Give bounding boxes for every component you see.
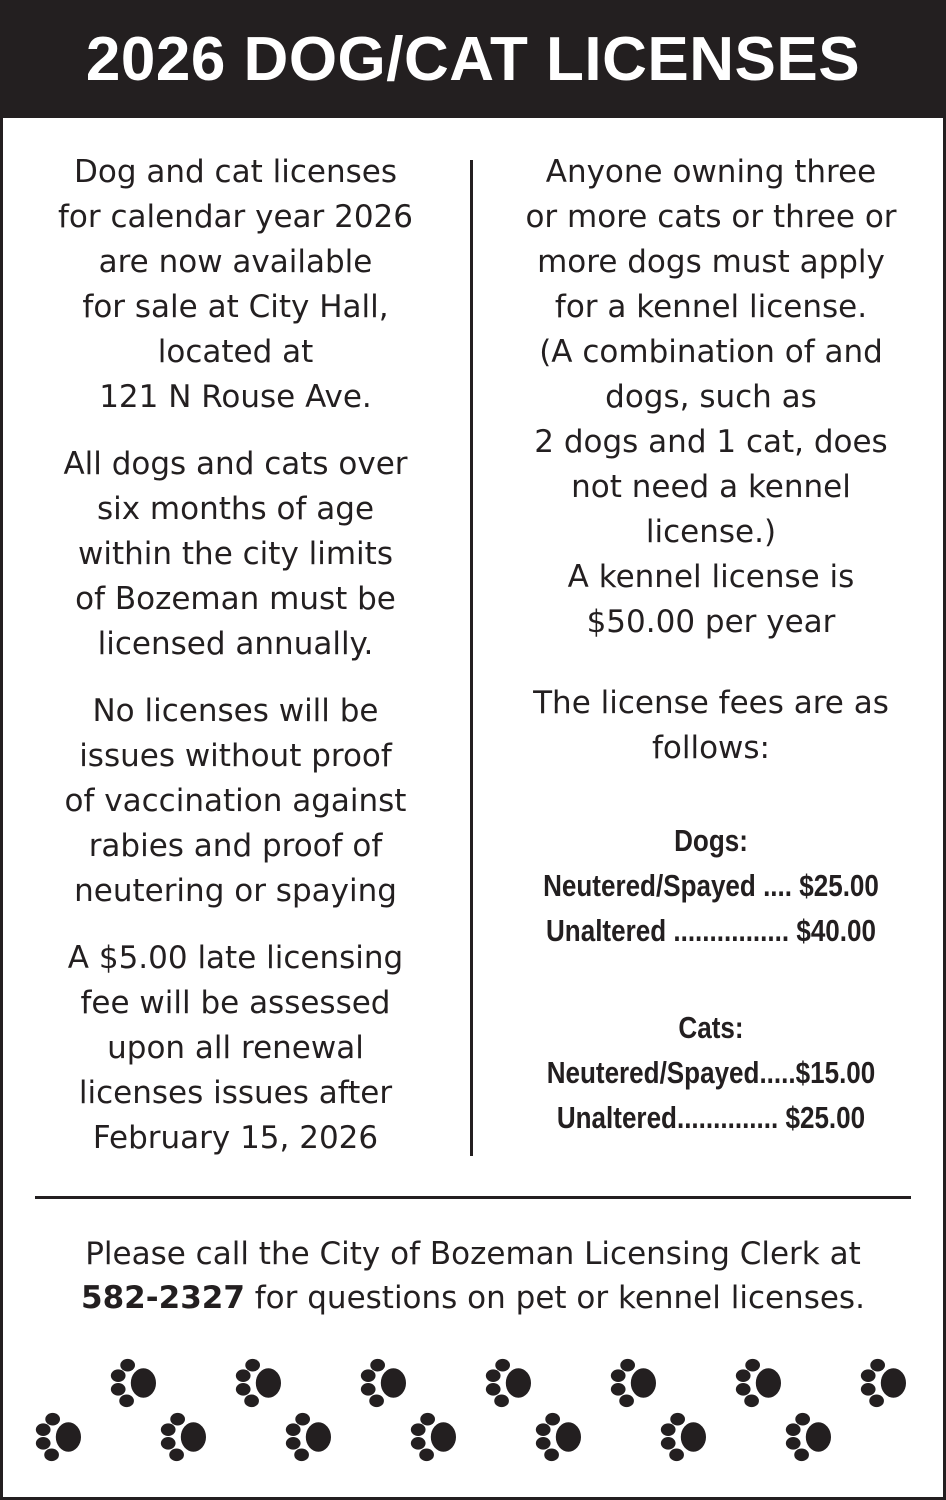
paw-print-icon <box>786 1413 831 1461</box>
cat-fees <box>527 1005 895 1140</box>
late-fee-paragraph: A $5.00 late licensing fee will be assessed upon all renewal licenses issues after February 15, 2026 <box>67 940 404 1156</box>
contact-line-2-text: for questions on pet or kennel licenses. <box>244 1280 865 1316</box>
fee-price: $25.00 <box>785 1100 866 1135</box>
fee-price: $40.00 <box>796 913 876 948</box>
fees-intro: The license fees are as follows: <box>533 685 889 766</box>
paw-print-icon <box>661 1413 706 1461</box>
dog-fees-heading: Dogs: <box>674 823 748 858</box>
phone-number: 582-2327 <box>81 1280 245 1316</box>
kennel-paragraph: Anyone owning three or more cats or three or more dogs must apply for a kennel license. (A combination of and dogs, such as 2 dogs and 1 cat, does not need a kennel license.) A kennel license is $50.00 per year <box>525 154 897 640</box>
header-banner <box>0 0 946 118</box>
fee-label: Neutered/Spayed <box>543 868 756 903</box>
footer-divider <box>35 1196 911 1199</box>
fee-leader: ................ <box>666 913 797 948</box>
fee-leader: ..... <box>759 1055 796 1090</box>
fee-label: Unaltered <box>556 1100 677 1135</box>
availability-paragraph: Dog and cat licenses for calendar year 2026 are now available for sale at City Hall, located at 121 N Rouse Ave. <box>57 154 414 415</box>
paw-print-icon <box>286 1413 331 1461</box>
vaccination-paragraph: No licenses will be issues without proof of vaccination against rabies and proof of neutering or spaying <box>64 693 407 909</box>
contact-line-2 <box>20 1276 926 1320</box>
left-column <box>28 150 443 1161</box>
contact-footer <box>20 1232 926 1320</box>
paw-print-icon <box>161 1413 206 1461</box>
contact-line-1: Please call the City of Bozeman Licensing Clerk at <box>85 1236 861 1272</box>
column-divider <box>470 160 473 1156</box>
dog-fees <box>527 818 895 953</box>
paw-print-icon <box>411 1413 456 1461</box>
paw-print-icon <box>536 1413 581 1461</box>
requirement-paragraph: All dogs and cats over six months of age within the city limits of Bozeman must be licensed annually. <box>63 446 408 662</box>
fee-price: $15.00 <box>795 1055 876 1090</box>
paw-print-icon <box>486 1359 531 1407</box>
right-column <box>492 150 930 1140</box>
fee-leader: .............. <box>676 1100 786 1135</box>
paw-print-icon <box>111 1359 156 1407</box>
paw-print-icon <box>736 1359 781 1407</box>
cat-fees-heading: Cats: <box>678 1010 744 1045</box>
paw-print-icon <box>36 1413 81 1461</box>
paw-print-icon <box>236 1359 281 1407</box>
dog-fee-row <box>527 908 895 953</box>
paw-print-icon <box>611 1359 656 1407</box>
paw-print-icon <box>861 1359 906 1407</box>
cat-fee-row <box>527 1095 895 1140</box>
dog-fee-row <box>527 863 895 908</box>
fee-leader: .... <box>755 868 800 903</box>
paw-prints-decoration <box>0 1345 946 1475</box>
fee-label: Neutered/Spayed <box>546 1055 760 1090</box>
fee-label: Unaltered <box>546 913 667 948</box>
cat-fee-row <box>527 1050 895 1095</box>
fee-price: $25.00 <box>799 868 879 903</box>
notice-title: 2026 DOG/CAT LICENSES <box>85 24 861 94</box>
paw-print-icon <box>361 1359 406 1407</box>
